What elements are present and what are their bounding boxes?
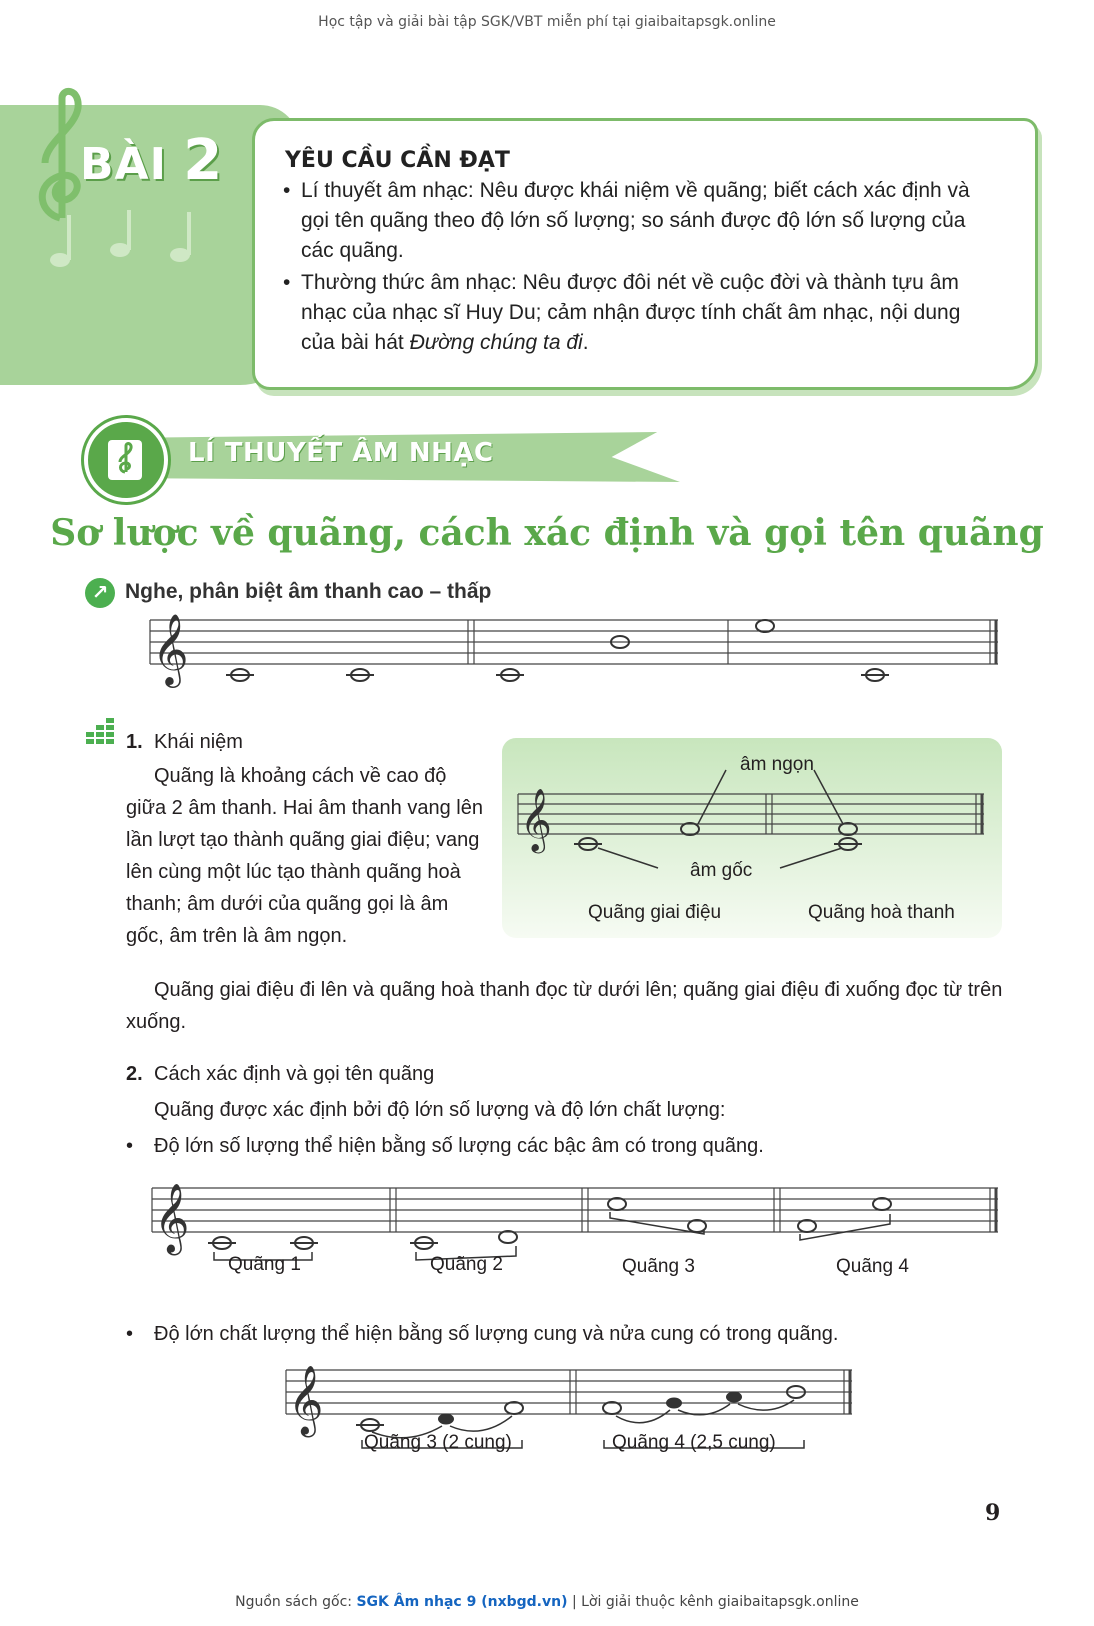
interval-label: Quãng 1 [228,1254,301,1275]
interval-label: Quãng 4 [836,1256,909,1277]
quantity-bullet: Độ lớn số lượng thể hiện bằng số lượng các bậc âm có trong quãng. [154,1135,764,1157]
interval-diagram-staff [518,790,988,850]
concept-number: 1. [126,731,143,753]
melodic-interval-label: Quãng giai điệu [588,902,722,923]
lesson-number: BÀI 2 [80,128,224,193]
quality-label: Quãng 4 (2,5 cung) [612,1432,776,1453]
page-header: Học tập và giải bài tập SGK/VBT miễn phí tại giaibaitapsgk.online [318,14,776,30]
concept-title: Khái niệm [154,731,243,753]
music-notes-decoration-icon [40,200,240,280]
music-book-icon [106,436,146,482]
requirement-item: • Thường thức âm nhạc: Nêu được đôi nét về cuộc đời và thành tựu âm nhạc của nhạc sĩ Huy Du; cảm nhận được tính chất âm nhạc, nội dung của bài hát Đường chúng ta đi. [283,271,961,354]
bullet-dot: • [126,1135,134,1157]
interval-label: Quãng 2 [430,1254,503,1275]
harmonic-interval-label: Quãng hoà thanh [808,902,955,923]
arrow-up-right-icon: ↗ [85,578,115,608]
treble-clef-icon: 𝄞 [152,612,189,685]
requirements-title: YÊU CẦU CẦN ĐẠT [285,148,510,173]
page-number: 9 [985,1500,1001,1526]
song-title: Đường chúng ta đi [409,331,583,354]
page-title: Sơ lược về quãng, cách xác định và gọi tên quãng [50,512,1044,554]
concept-paragraph-2: Quãng giai điệu đi lên và quãng hoà thanh đọc từ dưới lên; quãng giai điệu đi xuống đọc từ trên xuống. [126,979,1003,1033]
method-intro: Quãng được xác định bởi độ lớn số lượng và độ lớn chất lượng: [154,1099,726,1121]
treble-clef-icon: 𝄞 [288,1365,324,1435]
requirement-item: • Lí thuyết âm nhạc: Nêu được khái niệm về quãng; biết cách xác định và gọi tên quãng theo độ lớn số lượng; so sánh được độ lớn số lượng của các quãng. [283,179,970,262]
grid-bars-icon [84,718,116,750]
bullet-dot: • [126,1323,134,1345]
concept-paragraph: Quãng là khoảng cách về cao độ giữa 2 âm thanh. Hai âm thanh vang lên lần lượt tạo thành quãng giai điệu; vang lên cùng một lúc tạo thành quãng hoà thanh; âm dưới của quãng gọi là âm gốc, âm trên là âm ngọn. [126,765,483,947]
page-footer: Nguồn sách gốc: SGK Âm nhạc 9 (nxbgd.vn) | Lời giải thuộc kênh giaibaitapsgk.online [235,1594,859,1610]
section-icon-badge [84,418,168,502]
treble-clef-icon: 𝄞 [154,1183,190,1253]
listen-heading: Nghe, phân biệt âm thanh cao – thấp [125,580,492,603]
source-link[interactable]: SGK Âm nhạc 9 (nxbgd.vn) [356,1594,568,1610]
top-note-label: âm ngọn [740,754,814,775]
quality-bullet: Độ lớn chất lượng thể hiện bằng số lượng cung và nửa cung có trong quãng. [154,1323,839,1345]
listening-staff [150,610,1000,690]
root-note-label: âm gốc [690,860,753,881]
quality-label: Quãng 3 (2 cung) [364,1432,512,1453]
section-label: LÍ THUYẾT ÂM NHẠC [188,438,494,468]
interval-quantity-staff [152,1182,1002,1262]
method-number: 2. [126,1063,143,1085]
treble-clef-icon: 𝄞 [520,788,552,851]
method-title: Cách xác định và gọi tên quãng [154,1063,435,1085]
interval-label: Quãng 3 [622,1256,695,1277]
